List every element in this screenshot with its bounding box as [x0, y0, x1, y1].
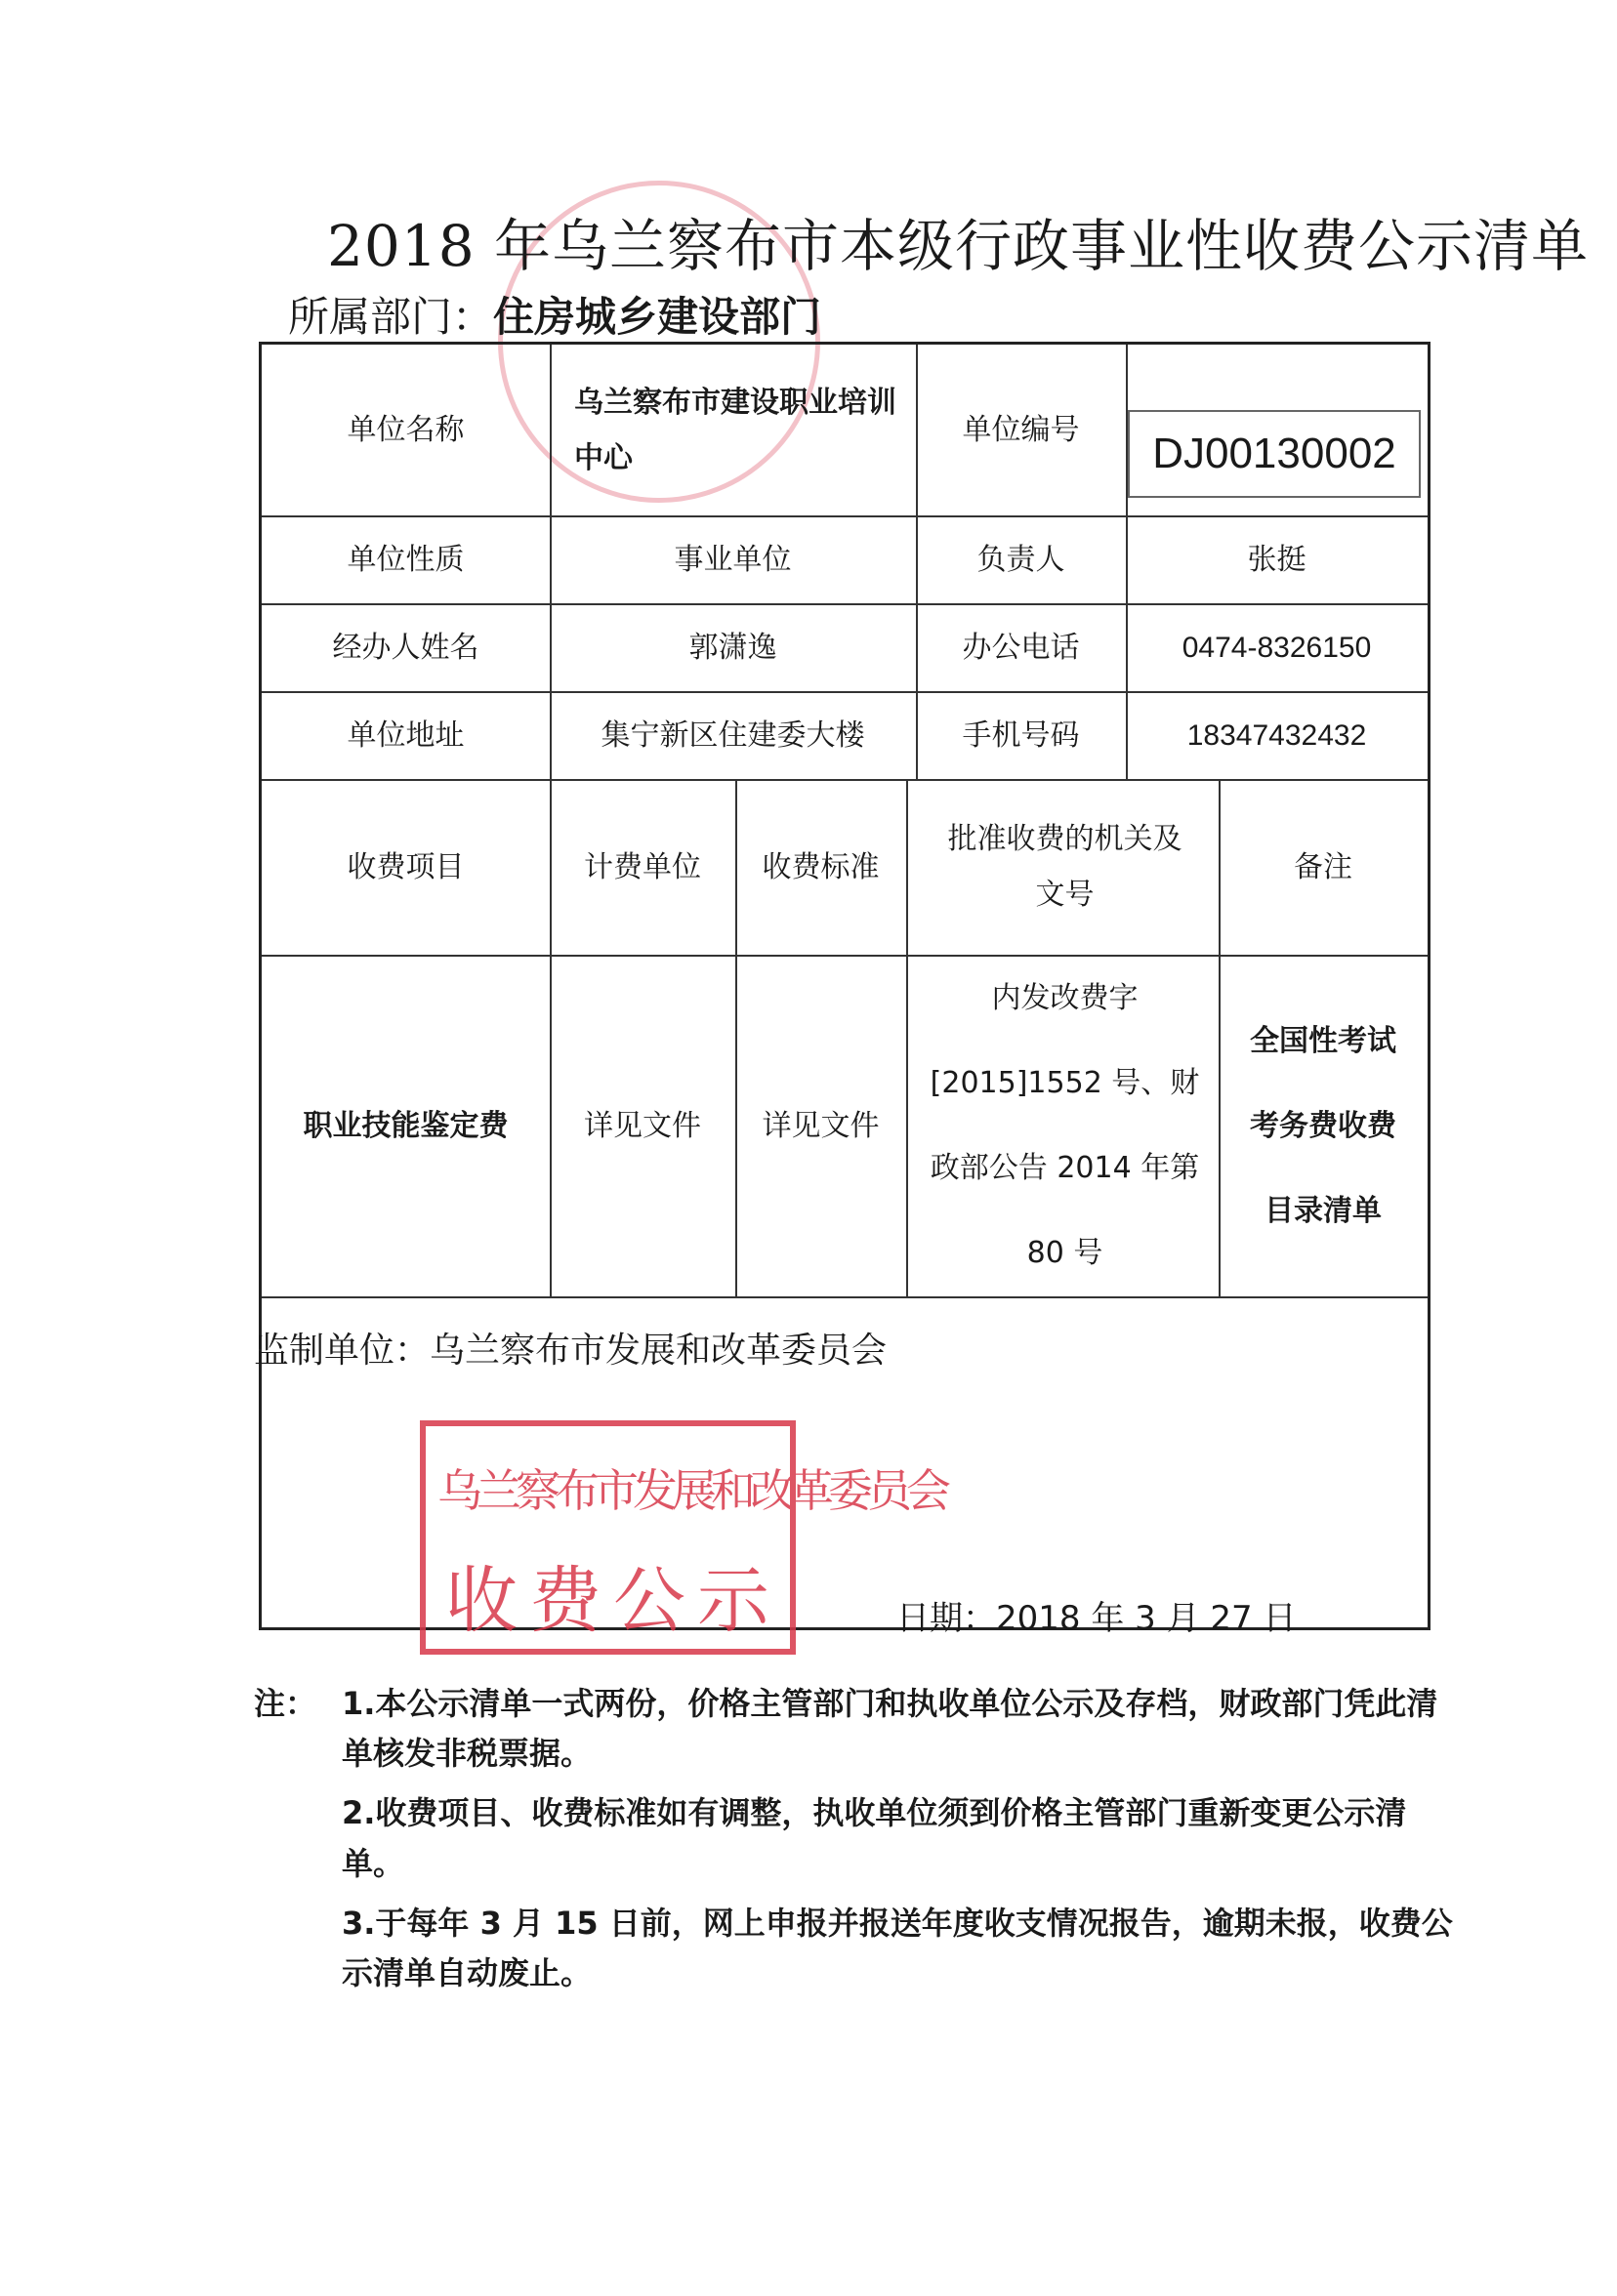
notes-section	[254, 1679, 1465, 2008]
page-title: 2018 年乌兰察布市本级行政事业性收费公示清单	[327, 213, 1590, 279]
fee-item: 职业技能鉴定费	[303, 1108, 509, 1143]
office-phone-label: 办公电话	[962, 630, 1080, 665]
fee-header-remark: 备注	[1294, 849, 1352, 884]
responsible-label: 负责人	[976, 542, 1065, 577]
stamp-line-2: 收费公示	[445, 1559, 781, 1643]
mobile-label: 手机号码	[962, 718, 1080, 753]
fee-authority: 内发改费字[2015]1552 号、财政部公告 2014 年第 80 号	[930, 981, 1200, 1270]
note-item: 1.本公示清单一式两份，价格主管部门和执收单位公示及存档，财政部门凭此清单核发非税票据。	[342, 1685, 1438, 1773]
row-divider	[262, 1296, 1428, 1298]
office-phone-value: 0474-8326150	[1182, 631, 1372, 664]
unit-name-value: 乌兰察布市建设职业培训中心	[574, 385, 896, 475]
handler-value: 郭潇逸	[688, 630, 777, 665]
fee-disclosure-stamp	[420, 1420, 945, 1655]
fee-header-authority: 批准收费的机关及文号	[947, 822, 1182, 912]
unit-nature-value: 事业单位	[674, 542, 792, 577]
fee-header-item: 收费项目	[347, 849, 465, 884]
col-divider	[906, 779, 908, 1296]
department-line	[288, 285, 821, 344]
fee-unit: 详见文件	[584, 1108, 701, 1143]
unit-name-label: 单位名称	[347, 413, 465, 447]
supervisor-line: 监制单位：乌兰察布市发展和改革委员会	[254, 1331, 888, 1371]
note-item: 3.于每年 3 月 15 日前，网上申报并报送年度收支情况报告，逾期未报，收费公示清单自动废止。	[342, 1904, 1453, 1991]
stamp-line-1: 乌兰察布市发展和改革委员会	[437, 1464, 945, 1517]
mobile-value: 18347432432	[1186, 718, 1367, 752]
handler-label: 经办人姓名	[332, 630, 479, 665]
fee-standard: 详见文件	[762, 1108, 880, 1143]
fee-header-unit: 计费单位	[584, 849, 701, 884]
date-line: 日期：2018 年 3 月 27 日	[896, 1599, 1297, 1638]
department-label: 所属部门：	[288, 293, 494, 341]
unit-code-label: 单位编号	[962, 413, 1080, 447]
responsible-value: 张挺	[1247, 542, 1306, 577]
unit-nature-label: 单位性质	[347, 542, 465, 577]
address-value: 集宁新区住建委大楼	[601, 718, 865, 753]
fee-header-standard: 收费标准	[762, 849, 880, 884]
notes-head: 注：	[254, 1685, 317, 1722]
unit-code-value: DJ00130002	[1128, 410, 1421, 498]
fee-remark: 全国性考试考务费收费目录清单	[1250, 1023, 1396, 1228]
address-label: 单位地址	[347, 718, 465, 753]
department-value: 住房城乡建设部门	[493, 293, 822, 341]
note-item: 2.收费项目、收费标准如有调整，执收单位须到价格主管部门重新变更公示清单。	[342, 1794, 1407, 1882]
